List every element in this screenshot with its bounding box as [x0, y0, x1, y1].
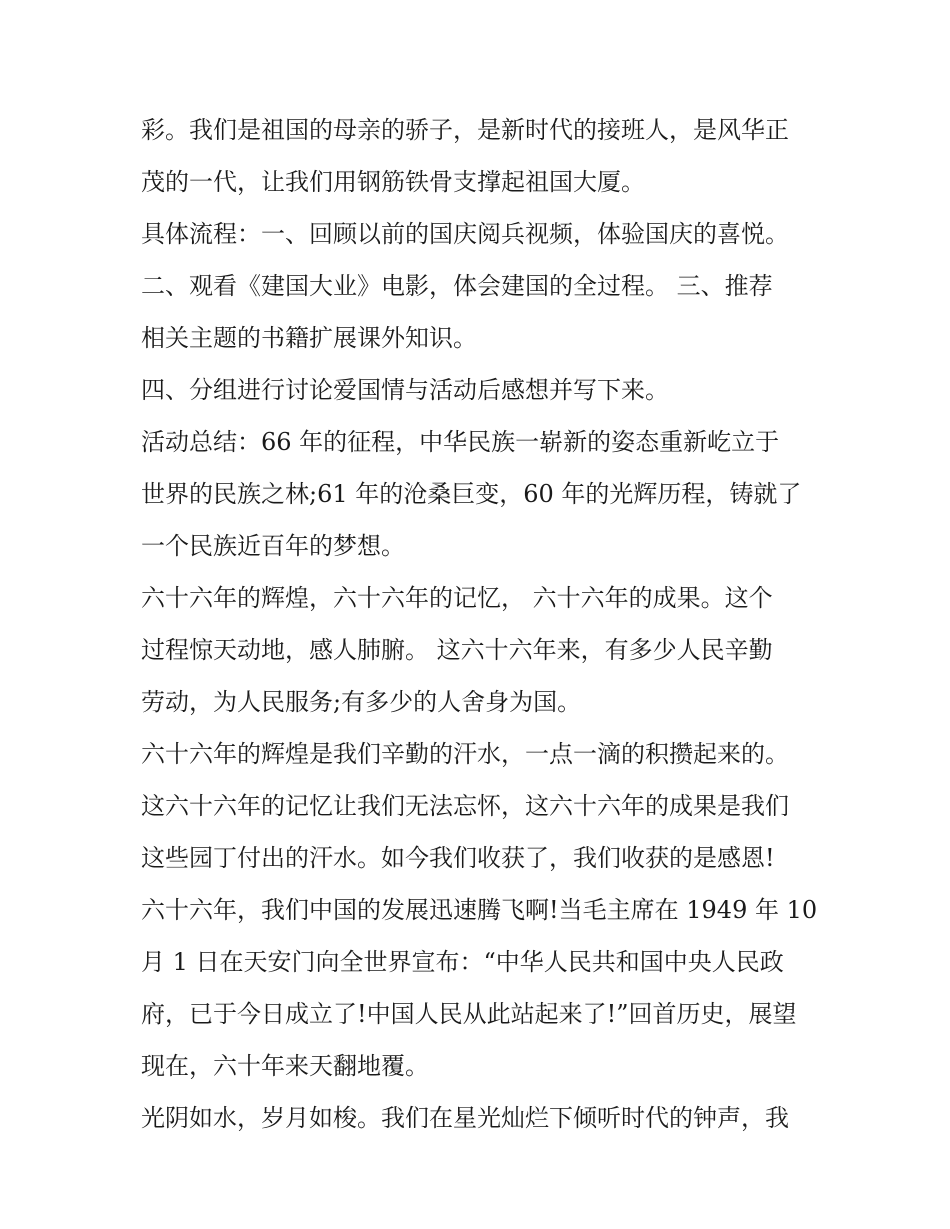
text-line: 茂的一代，让我们用钢筋铁骨支撑起祖国大厦。: [141, 168, 645, 196]
text-line: 府，已于今日成立了!中国人民从此站起来了!”回首历史，展望: [141, 1000, 797, 1028]
text-line: 劳动，为人民服务;有多少的人舍身为国。: [141, 688, 582, 716]
text-line: 月 1 日在天安门向全世界宣布：“中华人民共和国中央人民政: [141, 948, 784, 976]
text-line: 具体流程：一、回顾以前的国庆阅兵视频，体验国庆的喜悦。: [141, 220, 789, 248]
document-body: [141, 104, 821, 1144]
text-line: 彩。我们是祖国的母亲的骄子，是新时代的接班人，是风华正: [141, 116, 789, 144]
text-line: 世界的民族之林;61 年的沧桑巨变，60 年的光辉历程，铸就了: [141, 480, 802, 508]
text-line: 现在，六十年来天翻地覆。: [141, 1052, 429, 1080]
text-line: 六十六年的辉煌是我们辛勤的汗水，一点一滴的积攒起来的。: [141, 740, 789, 768]
text-line: 这些园丁付出的汗水。如今我们收获了，我们收获的是感恩!: [141, 844, 775, 872]
text-line: 活动总结：66 年的征程，中华民族一崭新的姿态重新屹立于: [141, 428, 780, 456]
text-line: 光阴如水，岁月如梭。我们在星光灿烂下倾听时代的钟声，我: [141, 1104, 789, 1132]
text-line: 这六十六年的记忆让我们无法忘怀，这六十六年的成果是我们: [141, 792, 789, 820]
text-line: 相关主题的书籍扩展课外知识。: [141, 324, 477, 352]
text-line: 二、观看《建国大业》电影，体会建国的全过程。 三、推荐: [141, 272, 773, 300]
text-line: 六十六年，我们中国的发展迅速腾飞啊!当毛主席在 1949 年 10: [141, 896, 818, 924]
text-line: 一个民族近百年的梦想。: [141, 532, 405, 560]
text-line: 六十六年的辉煌，六十六年的记忆， 六十六年的成果。这个: [141, 584, 773, 612]
text-line: 过程惊天动地，感人肺腑。 这六十六年来，有多少人民辛勤: [141, 636, 773, 664]
text-line: 四、分组进行讨论爱国情与活动后感想并写下来。: [141, 376, 669, 404]
